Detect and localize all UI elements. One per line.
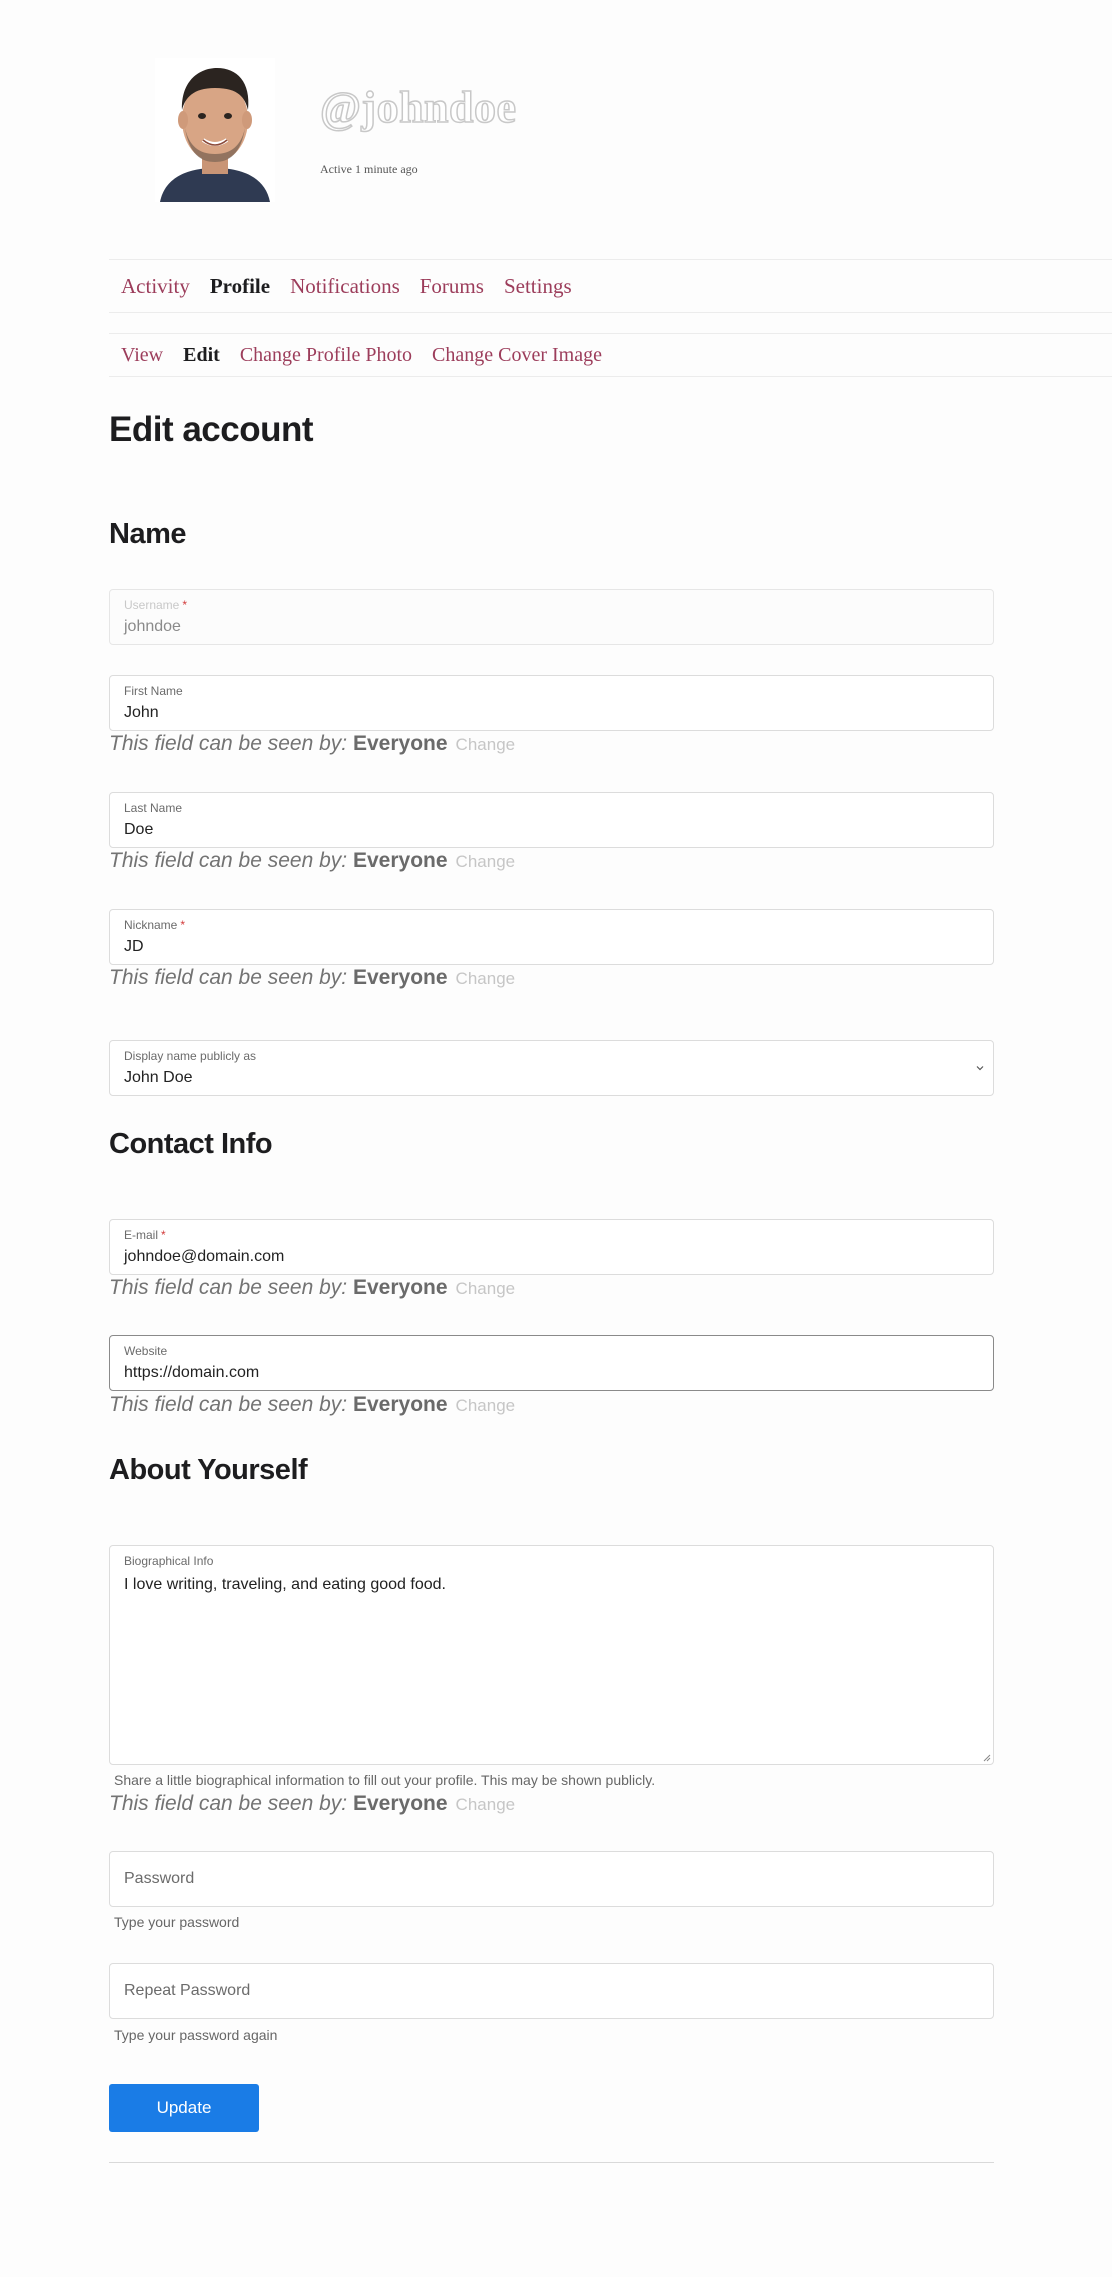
password-placeholder: Password [124,1870,195,1887]
email-visibility: This field can be seen by: Everyone Change [109,1276,516,1299]
first-name-label: First Name [124,684,183,698]
first-name-visibility-change-link[interactable]: Change [455,735,516,754]
avatar-image [155,58,275,202]
email-value: johndoe@domain.com [124,1248,285,1265]
repeat-password-help-text: Type your password again [114,2027,278,2043]
display-name-select[interactable] [109,1040,994,1096]
last-active-status: Active 1 minute ago [320,162,418,176]
nickname-value: JD [124,938,144,955]
bio-value: I love writing, traveling, and eating good food. [124,1576,446,1593]
first-name-visibility: This field can be seen by: Everyone Change [109,732,516,755]
section-heading-contact-info: Contact Info [109,1128,273,1160]
bio-help-text: Share a little biographical information to fill out your profile. This may be shown publicly. [114,1772,656,1788]
profile-secondary-nav [109,333,1112,377]
first-name-field[interactable] [109,675,994,731]
profile-primary-nav [109,259,1112,313]
update-button[interactable]: Update [109,2084,259,2132]
avatar[interactable] [155,58,275,202]
email-field[interactable] [109,1219,994,1275]
nickname-visibility-change-link[interactable]: Change [455,969,516,988]
username-label: Username * [124,598,188,612]
form-divider [109,2162,994,2163]
username-value: johndoe [124,618,181,635]
section-heading-name: Name [109,518,186,550]
email-label: E-mail * [124,1228,166,1242]
nickname-field[interactable] [109,909,994,965]
nickname-visibility: This field can be seen by: Everyone Change [109,966,516,989]
section-heading-about-yourself: About Yourself [109,1454,308,1486]
tab-profile[interactable]: Profile [209,273,271,298]
bio-label: Biographical Info [124,1554,214,1568]
website-field[interactable] [109,1335,994,1391]
bio-visibility: This field can be seen by: Everyone Change [109,1792,516,1815]
password-help-text: Type your password [114,1914,240,1930]
last-name-value: Doe [124,821,154,838]
tab-notifications[interactable]: Notifications [290,273,400,298]
tab-forums[interactable]: Forums [419,273,484,298]
website-visibility: This field can be seen by: Everyone Change [109,1393,516,1416]
subtab-view[interactable]: View [121,343,164,366]
resize-handle-icon[interactable] [981,1752,991,1762]
email-visibility-change-link[interactable]: Change [455,1279,516,1298]
password-field[interactable] [109,1851,994,1907]
subtab-change-profile-photo[interactable]: Change Profile Photo [239,343,413,366]
tab-settings[interactable]: Settings [503,273,572,298]
tab-activity[interactable]: Activity [121,273,190,298]
last-name-visibility-change-link[interactable]: Change [455,852,516,871]
bio-textarea[interactable] [109,1545,994,1765]
repeat-password-placeholder: Repeat Password [124,1982,251,1999]
nickname-label: Nickname * [124,918,186,932]
profile-username: @johndoe [320,83,517,132]
username-field[interactable] [109,589,994,645]
display-name-label: Display name publicly as [124,1049,257,1063]
last-name-visibility: This field can be seen by: Everyone Change [109,849,516,872]
subtab-edit[interactable]: Edit [183,343,220,366]
page-title: Edit account [109,410,314,449]
first-name-value: John [124,704,159,721]
repeat-password-field[interactable] [109,1963,994,2019]
display-name-value: John Doe [124,1069,193,1086]
subtab-change-cover-image[interactable]: Change Cover Image [432,343,602,366]
chevron-down-icon [975,1063,985,1073]
website-label: Website [124,1344,168,1358]
last-name-field[interactable] [109,792,994,848]
website-value: https://domain.com [124,1364,260,1381]
last-name-label: Last Name [124,801,183,815]
bio-visibility-change-link[interactable]: Change [455,1795,516,1814]
website-visibility-change-link[interactable]: Change [455,1396,516,1415]
